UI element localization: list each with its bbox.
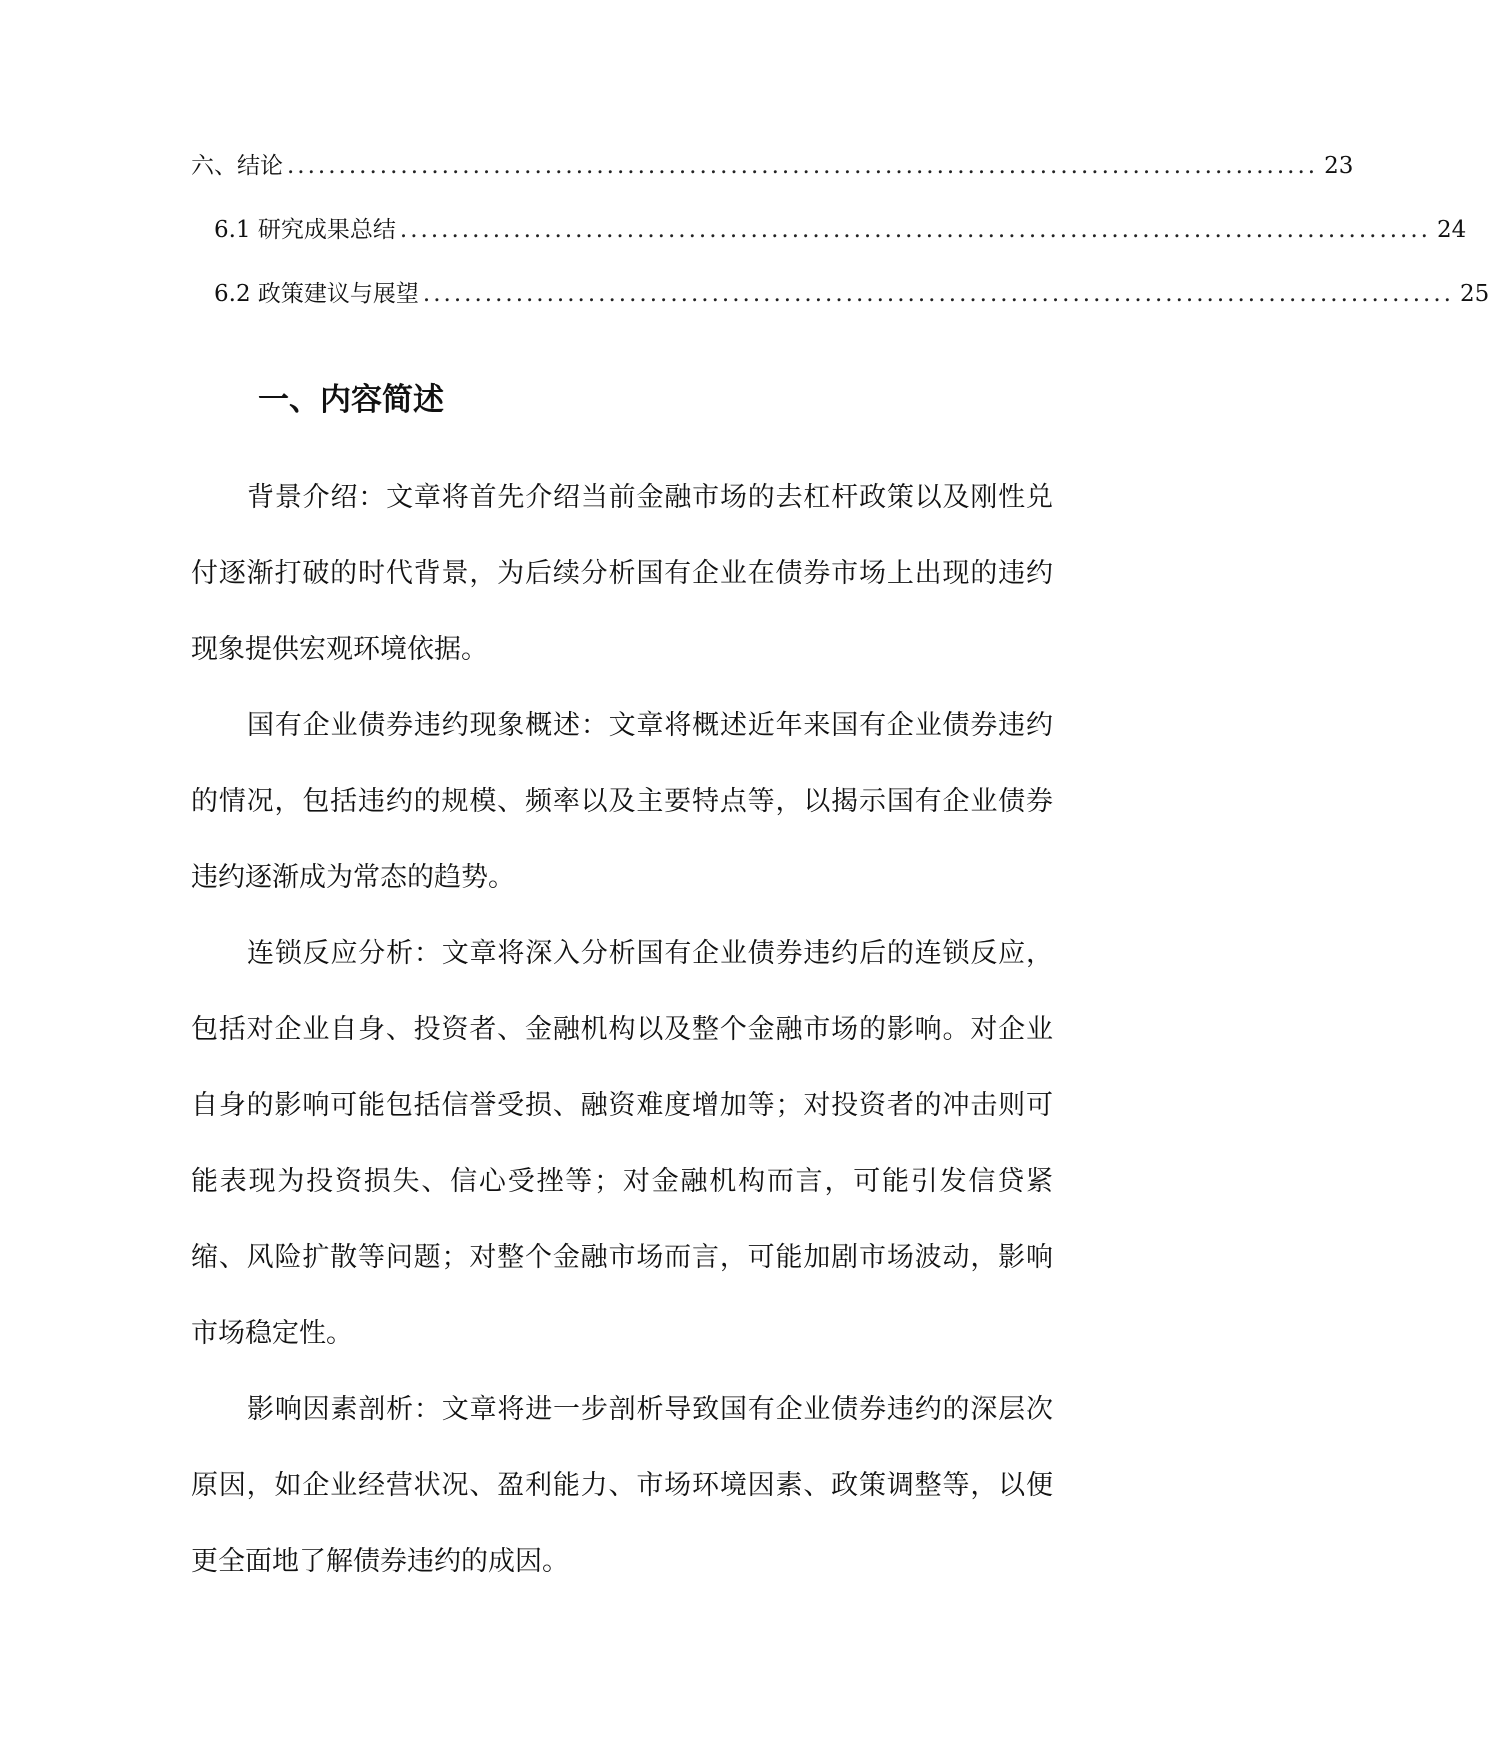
toc-entry-title: 六、结论 xyxy=(191,153,283,179)
toc-entry-conclusion[interactable] xyxy=(191,148,1354,184)
paragraph-default-overview: 国有企业债券违约现象概述：文章将概述近年来国有企业债券违约的情况，包括违约的规模、频率以及主要特点等，以揭示国有企业债券违约逐渐成为常态的趋势。 xyxy=(191,710,1053,893)
toc-leader-dots: .................................................................................................... xyxy=(287,153,1319,179)
toc-entry-title: 6.1 研究成果总结 xyxy=(214,217,396,243)
toc-entry-page: 23 xyxy=(1324,153,1354,179)
paragraph-factor-analysis: 影响因素剖析：文章将进一步剖析导致国有企业债券违约的深层次原因，如企业经营状况、盈利能力、市场环境因素、政策调整等，以便更全面地了解债券违约的成因。 xyxy=(191,1394,1053,1577)
toc-leader-dots: .................................................................................................... xyxy=(399,217,1431,243)
toc-entry-research-summary[interactable] xyxy=(214,212,1467,248)
paragraph-background: 背景介绍：文章将首先介绍当前金融市场的去杠杆政策以及刚性兑付逐渐打破的时代背景，为后续分析国有企业在债券市场上出现的违约现象提供宏观环境依据。 xyxy=(191,482,1053,665)
toc-entry-page: 24 xyxy=(1437,217,1467,243)
paragraph-chain-reaction: 连锁反应分析：文章将深入分析国有企业债券违约后的连锁反应，包括对企业自身、投资者、金融机构以及整个金融市场的影响。对企业自身的影响可能包括信誉受损、融资难度增加等；对投资者的冲击则可能表现为投资损失、信心受挫等；对金融机构而言，可能引发信贷紧缩、风险扩散等问题；对整个金融市场而言，可能加剧市场波动，影响市场稳定性。 xyxy=(191,938,1053,1349)
toc-entry-title: 6.2 政策建议与展望 xyxy=(214,281,419,307)
toc-entry-policy-outlook[interactable] xyxy=(214,276,1489,312)
toc-leader-dots: .................................................................................................... xyxy=(422,281,1454,307)
section-heading: 一、内容简述 xyxy=(258,382,444,418)
section-body xyxy=(191,460,1053,1600)
toc-entry-page: 25 xyxy=(1460,281,1489,307)
